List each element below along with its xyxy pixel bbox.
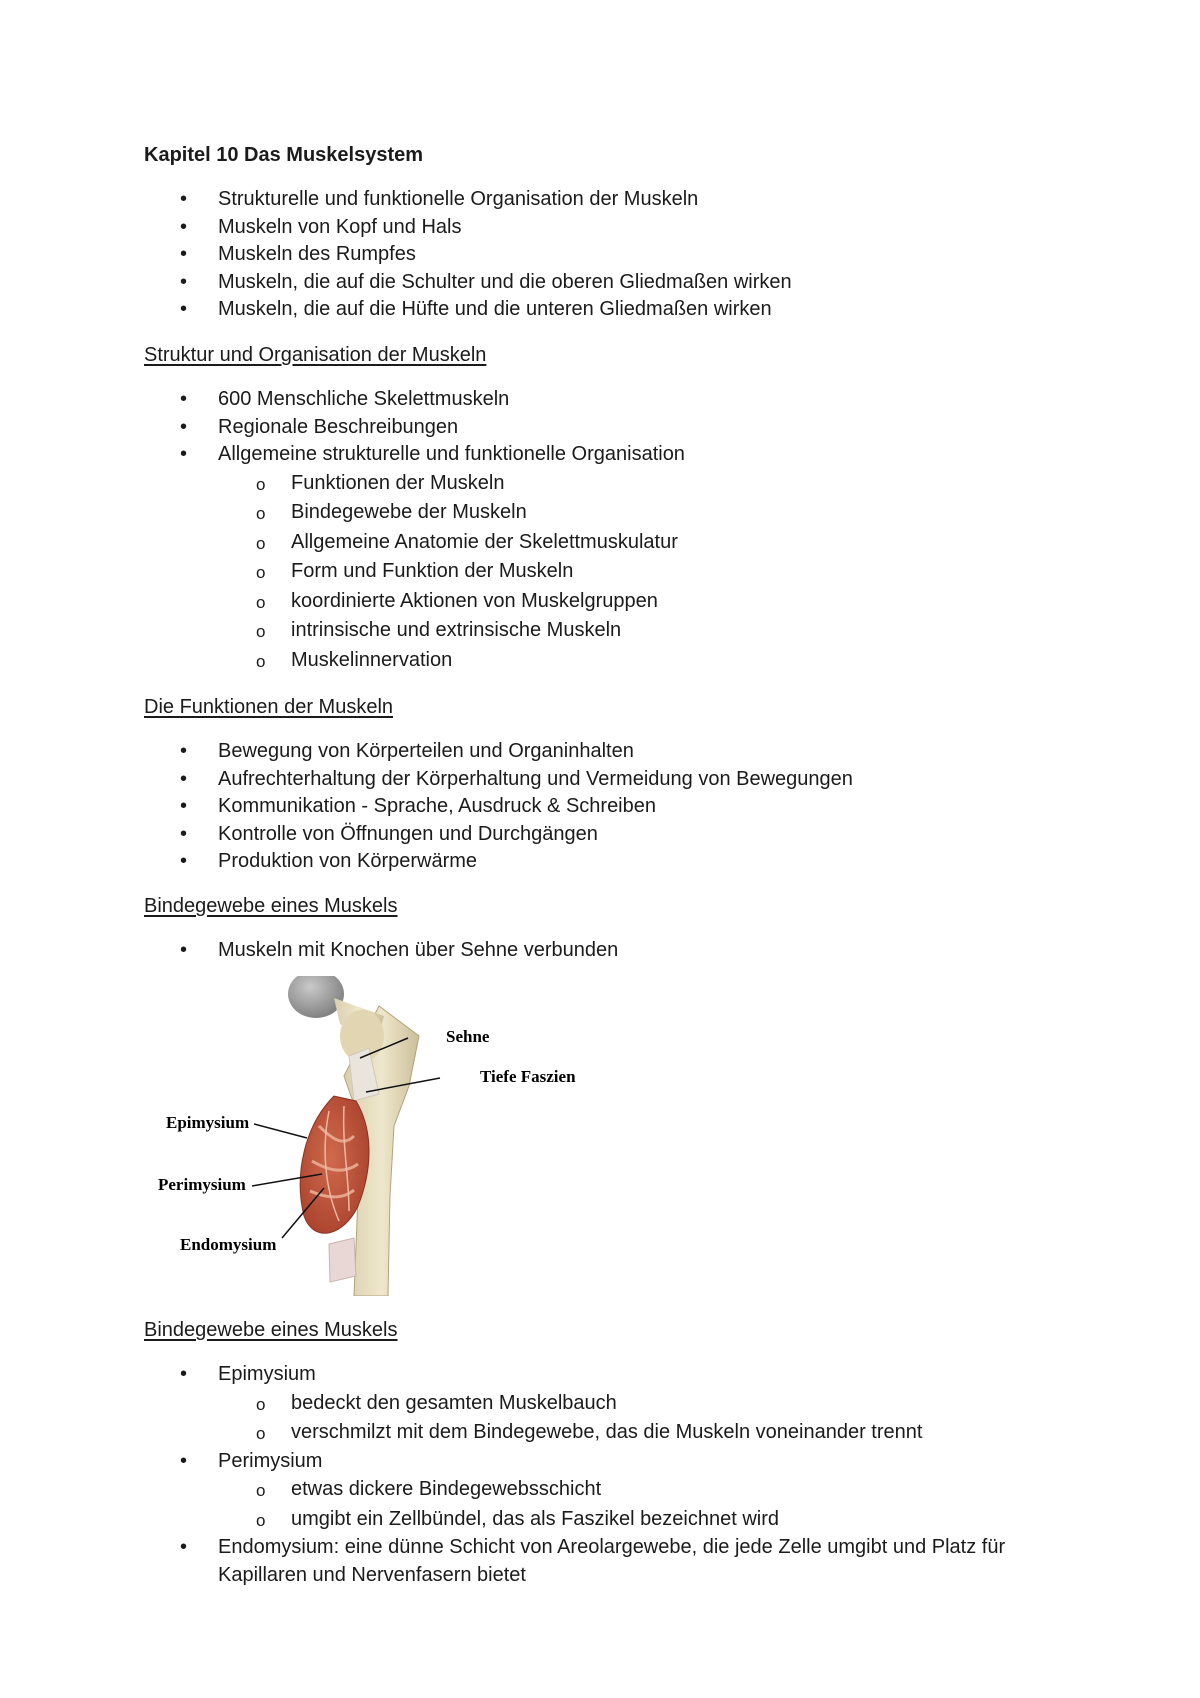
label-tiefe-faszien: Tiefe Faszien [480,1067,576,1086]
intro-bullet-list [0,186,1100,324]
list-item-label: Perimysium [218,1449,323,1472]
sub-list-item: o verschmilzt mit dem Bindegewebe, das die Muskeln voneinander trennt [0,1418,1100,1448]
list-item-label: Allgemeine strukturelle und funktionelle Organisation [218,443,685,465]
list-item: • Kontrolle von Öffnungen und Durchgängen [0,821,1100,849]
sub-list-item: o Muskelinnervation [0,646,1100,676]
sub-list-item: o intrinsische und extrinsische Muskeln [0,616,1100,646]
muscle-anatomy-illustration [144,976,614,1296]
list-item: • Endomysium: eine dünne Schicht von Areolargewebe, die jede Zelle umgibt und Platz für Kapillaren und Nervenfasern bietet [0,1534,1098,1589]
label-sehne: Sehne [446,1027,490,1046]
sub-list-item: o etwas dickere Bindegewebsschicht [0,1475,1100,1505]
sub-list-item: o koordinierte Aktionen von Muskelgruppen [0,587,1100,617]
leader-line-epimysium [254,1124,307,1138]
list-item: • Muskeln des Rumpfes [0,241,1100,269]
list-item [0,1361,1100,1448]
sub-list-item: o Form und Funktion der Muskeln [0,557,1100,587]
bindegewebe-bullet-list [0,937,1100,965]
sub-list-item: o Bindegewebe der Muskeln [0,498,1100,528]
label-endomysium: Endomysium [180,1235,277,1254]
bindegewebe-detail-list [0,1361,1100,1589]
section-heading-funktionen: Die Funktionen der Muskeln [144,696,394,718]
list-item: • Kommunikation - Sprache, Ausdruck & Schreiben [0,793,1100,821]
list-item: • Regionale Beschreibungen [0,414,1100,442]
funktionen-bullet-list [0,738,1100,876]
list-item: • Bewegung von Körperteilen und Organinhalten [0,738,1100,766]
list-item: • Muskeln, die auf die Schulter und die oberen Gliedmaßen wirken [0,269,1100,297]
list-item: • Aufrechterhaltung der Körperhaltung und Vermeidung von Bewegungen [0,766,1100,794]
page-title: Kapitel 10 Das Muskelsystem [144,144,424,166]
list-item: • Muskeln mit Knochen über Sehne verbunden [0,937,1100,965]
struktur-sub-list [218,469,1100,676]
bone-head-shape [288,976,344,1018]
bone-section-shape [329,1238,356,1282]
list-item: • 600 Menschliche Skelettmuskeln [0,386,1100,414]
list-item: • Muskeln, die auf die Hüfte und die unteren Gliedmaßen wirken [0,296,1100,324]
section-heading-struktur: Struktur und Organisation der Muskeln [144,344,487,366]
sub-list-item: o Allgemeine Anatomie der Skelettmuskulatur [0,528,1100,558]
list-item: • Muskeln von Kopf und Hals [0,214,1100,242]
list-item [0,441,1100,675]
section-heading-bindegewebe: Bindegewebe eines Muskels [144,895,398,917]
sub-list-item: o umgibt ein Zellbündel, das als Faszikel bezeichnet wird [0,1505,1100,1535]
label-epimysium: Epimysium [166,1113,250,1132]
sub-list-item: o bedeckt den gesamten Muskelbauch [0,1389,1100,1419]
list-item [0,1448,1100,1535]
section-heading-bindegewebe-2: Bindegewebe eines Muskels [144,1319,398,1341]
sub-list-item: o Funktionen der Muskeln [0,469,1100,499]
list-item: • Strukturelle und funktionelle Organisation der Muskeln [0,186,1100,214]
label-perimysium: Perimysium [158,1175,246,1194]
list-item-label: Epimysium [218,1363,316,1385]
perimysium-sub-list [218,1475,1100,1534]
muscle-anatomy-figure [144,976,614,1296]
list-item: • Produktion von Körperwärme [0,848,1100,876]
struktur-bullet-list [0,386,1100,675]
epimysium-sub-list [218,1389,1100,1448]
